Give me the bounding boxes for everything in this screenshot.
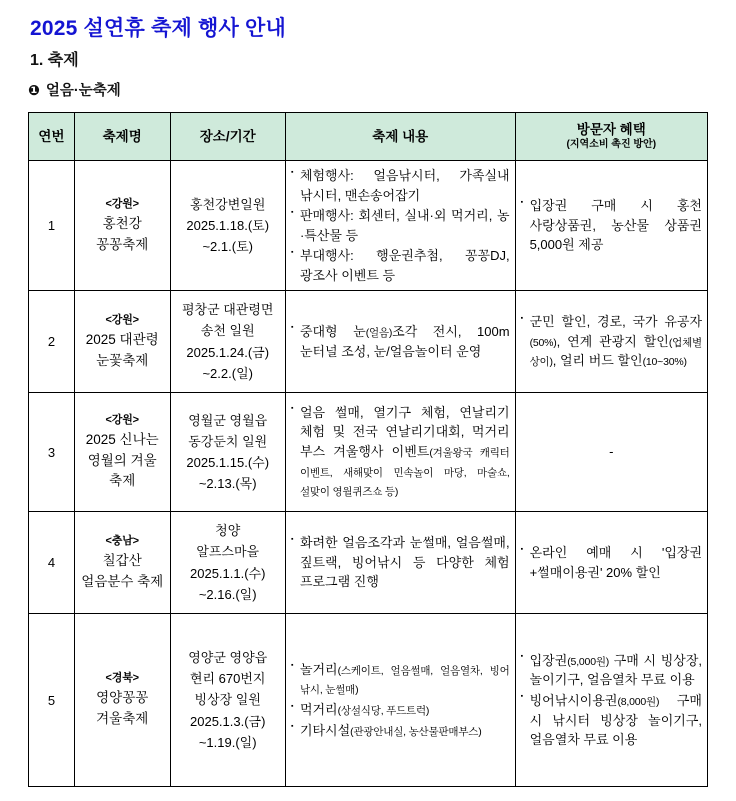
description-bullet-list xyxy=(291,166,510,285)
cell-visitor-benefit xyxy=(515,512,707,614)
place-period-line: 현리 670번지 xyxy=(189,671,266,687)
bullet-item xyxy=(291,533,510,592)
place-period-line: 영양군 영양읍 xyxy=(188,650,268,666)
cell-place-period xyxy=(170,393,285,512)
cell-place-period xyxy=(170,614,285,787)
bullet-note: (업체별 상이) xyxy=(529,336,702,369)
bullet-item xyxy=(291,166,510,205)
bullet-text: 얼음 썰매, 열기구 체험, 연날리기 체험 및 전국 연날리기대회, 먹거리 부스 겨울행사 이벤트 xyxy=(299,404,510,459)
festival-name-line: 영월의 겨울 xyxy=(87,452,157,468)
bullet-note: (8,000원) xyxy=(617,695,660,708)
cell-visitor-benefit xyxy=(515,614,707,787)
column-header-desc: 축제 내용 xyxy=(285,113,515,161)
festival-name-line: 홍천강 xyxy=(102,215,142,231)
place-period-line: ~2.2.(일) xyxy=(202,365,253,381)
bullet-item xyxy=(291,246,510,285)
bullet-text: 판매행사: 회센터, 실내·외 먹거리, 농·특산물 등 xyxy=(299,208,510,243)
cell-sequence-number: 3 xyxy=(29,393,75,512)
bullet-note: (얼음) xyxy=(365,326,393,339)
festival-name-line: 꽁꽁축제 xyxy=(96,236,149,252)
cell-place-period xyxy=(170,291,285,393)
table-row xyxy=(29,614,708,787)
place-period-line: 알프스마을 xyxy=(196,544,260,560)
bullet-text: 부대행사: 행운권추첨, 꽁꽁DJ, 광조사 이벤트 등 xyxy=(299,248,510,283)
place-period-line: ~2.1.(토) xyxy=(202,239,253,255)
cell-festival-name xyxy=(74,393,170,512)
place-period-line: ~1.19.(일) xyxy=(198,734,257,750)
cell-visitor-benefit xyxy=(515,291,707,393)
description-bullet-list xyxy=(291,403,510,501)
festival-name-line: 칠갑산 xyxy=(102,552,142,568)
column-header-benefit xyxy=(515,113,707,161)
bullet-note: (10~30%) xyxy=(642,356,687,369)
place-period-line: 영월군 영월읍 xyxy=(188,412,268,428)
bullet-note: (5,000원) xyxy=(567,655,610,668)
bullet-text: 빙어낚시이용권 xyxy=(529,692,618,708)
page-title: 2025 설연휴 축제 행사 안내 xyxy=(30,17,287,40)
region-label: <충남> xyxy=(105,534,139,547)
bullet-item xyxy=(291,322,510,361)
place-period-line: 2025.1.1.(수) xyxy=(190,565,266,581)
bullet-note: (관광안내실, 농산물판매부스) xyxy=(350,725,482,738)
bullet-item xyxy=(521,543,702,582)
table-body xyxy=(29,161,708,787)
table-row xyxy=(29,512,708,614)
bullet-item xyxy=(291,206,510,245)
bullet-item xyxy=(291,700,510,720)
cell-festival-name xyxy=(74,614,170,787)
cell-place-period xyxy=(170,161,285,291)
cell-sequence-number: 1 xyxy=(29,161,75,291)
table-row xyxy=(29,291,708,393)
bullet-note: (겨울왕국 캐릭터 이벤트, 새해맞이 민속놀이 마당, 마술쇼, 설맞이 영월퀴즈쇼 등) xyxy=(299,446,510,499)
description-bullet-list xyxy=(291,322,510,361)
cell-festival-description xyxy=(285,393,515,512)
bullet-text: 구매 시 낚시터 빙상장 놀이기구, 얼음열차 무료 이용 xyxy=(529,692,702,747)
festival-name-line: 축제 xyxy=(109,473,136,489)
bullet-item xyxy=(521,651,702,690)
place-period-line: 2025.1.18.(토) xyxy=(186,217,270,233)
place-period-line: 홍천강변일원 xyxy=(190,196,266,212)
circled-number-icon: ❶ xyxy=(28,81,40,98)
cell-sequence-number: 5 xyxy=(29,614,75,787)
bullet-text: 구매 시 빙상장, 놀이기구, 얼음열차 무료 이용 xyxy=(529,652,702,688)
cell-visitor-benefit: - xyxy=(515,393,707,512)
cell-festival-name xyxy=(74,291,170,393)
bullet-note: (50%) xyxy=(529,336,557,349)
bullet-text: 중대형 눈 xyxy=(299,323,366,339)
region-label: <강원> xyxy=(105,313,139,326)
benefit-bullet-list xyxy=(521,312,702,371)
region-label: <강원> xyxy=(105,413,139,426)
benefit-bullet-list xyxy=(521,196,702,255)
column-header-benefit-main: 방문자 혜택 xyxy=(576,122,646,138)
place-period-line: 2025.1.3.(금) xyxy=(190,713,266,729)
place-period-line: 동강둔치 일원 xyxy=(188,433,268,449)
column-header-place: 장소/기간 xyxy=(170,113,285,161)
cell-festival-description xyxy=(285,614,515,787)
festival-name-line: 2025 신나는 xyxy=(85,431,159,447)
region-label: <경북> xyxy=(105,672,139,685)
bullet-text: 군민 할인, 경로, 국가 유공자 xyxy=(529,314,702,329)
region-label: <강원> xyxy=(105,197,139,210)
place-period-line: 빙상장 일원 xyxy=(194,692,261,708)
bullet-text: 조각 전시, 100m 눈터널 조성, 눈/얼음놀이터 운영 xyxy=(299,323,510,359)
column-header-no: 연번 xyxy=(29,113,75,161)
bullet-text: , 연계 관광지 할인 xyxy=(556,333,669,349)
description-bullet-list xyxy=(291,660,510,741)
subsection-heading xyxy=(28,79,121,100)
section-heading: 1. 축제 xyxy=(30,52,79,69)
benefit-bullet-list xyxy=(521,543,702,582)
festival-name-line: 2025 대관령 xyxy=(85,331,159,347)
bullet-note: (상설식당, 푸드트럭) xyxy=(337,705,430,717)
place-period-line: 2025.1.15.(수) xyxy=(186,455,270,470)
column-header-name: 축제명 xyxy=(74,113,170,161)
bullet-item xyxy=(521,312,702,371)
place-period-line: 청양 xyxy=(215,523,241,539)
cell-festival-description xyxy=(285,161,515,291)
bullet-item xyxy=(291,721,510,741)
bullet-item xyxy=(291,660,510,700)
bullet-text: 입장권 xyxy=(529,652,568,668)
bullet-text: 온라인 예매 시 '입장권 +썰매이용권' 20% 할인 xyxy=(529,545,702,580)
bullet-text: 놀거리 xyxy=(299,661,338,677)
festival-name-line: 얼음분수 축제 xyxy=(81,573,164,589)
table-header xyxy=(29,113,708,161)
subsection-heading-label: 얼음·눈축제 xyxy=(45,83,121,99)
bullet-text: 먹거리 xyxy=(299,702,338,717)
cell-sequence-number: 4 xyxy=(29,512,75,614)
cell-place-period xyxy=(170,512,285,614)
bullet-text: 입장권 구매 시 홍천 사랑상품권, 농산물 상품권 5,000원 제공 xyxy=(529,198,702,253)
benefit-bullet-list xyxy=(521,651,702,750)
cell-festival-name xyxy=(74,512,170,614)
place-period-line: ~2.16.(일) xyxy=(198,586,257,602)
festival-name-line: 눈꽃축제 xyxy=(96,352,149,368)
cell-sequence-number: 2 xyxy=(29,291,75,393)
cell-festival-description xyxy=(285,512,515,614)
bullet-item xyxy=(291,403,510,501)
bullet-note: (스케이트, 얼음썰매, 얼음열차, 빙어 낚시, 눈썰매) xyxy=(299,664,510,697)
festival-name-line: 겨울축제 xyxy=(96,711,149,727)
place-period-line: 2025.1.24.(금) xyxy=(186,344,270,360)
bullet-text: , 얼리 버드 할인 xyxy=(552,353,643,369)
bullet-text: 체험행사: 얼음낚시터, 가족실내 낚시터, 맨손송어잡기 xyxy=(299,168,510,203)
bullet-text: 화려한 얼음조각과 눈썰매, 얼음썰매, 짚트랙, 빙어낚시 등 다양한 체험 프로그램 진행 xyxy=(299,535,510,590)
place-period-line: 평창군 대관령면 xyxy=(181,302,274,318)
bullet-item xyxy=(521,691,702,750)
cell-festival-name xyxy=(74,161,170,291)
table-row xyxy=(29,161,708,291)
description-bullet-list xyxy=(291,533,510,592)
column-header-benefit-sub: (지역소비 촉진 방안) xyxy=(566,139,657,151)
festival-name-line: 영양꽁꽁 xyxy=(96,690,149,706)
festival-table xyxy=(28,112,708,787)
bullet-item xyxy=(521,196,702,255)
place-period-line: ~2.13.(목) xyxy=(198,476,257,492)
table-header-row xyxy=(29,113,708,161)
cell-visitor-benefit xyxy=(515,161,707,291)
bullet-text: 기타시설 xyxy=(299,722,351,738)
place-period-line: 송천 일원 xyxy=(200,323,255,339)
cell-festival-description xyxy=(285,291,515,393)
table-row xyxy=(29,393,708,512)
